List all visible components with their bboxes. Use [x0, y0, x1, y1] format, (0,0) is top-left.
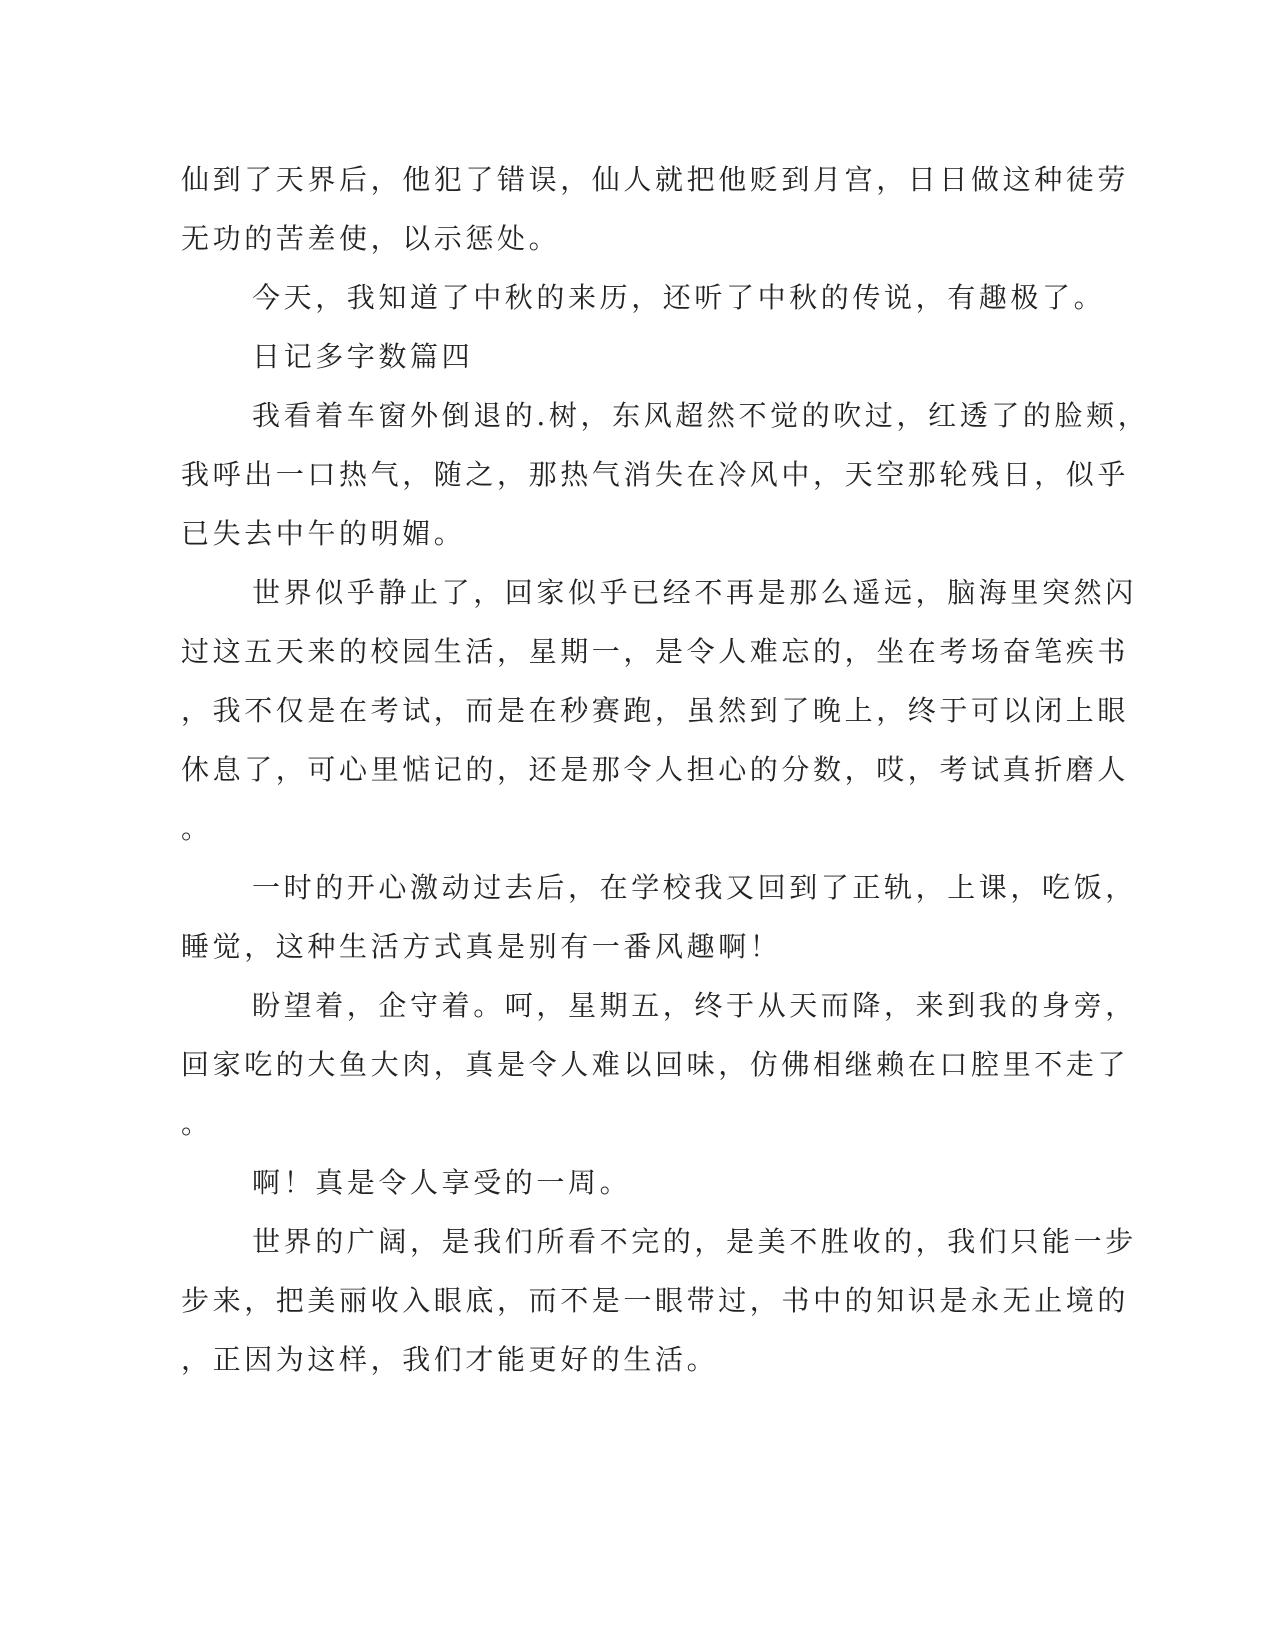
text-line: 世界的广阔，是我们所看不完的，是美不胜收的，我们只能一步 [252, 1225, 1137, 1258]
text-line: 我看着车窗外倒退的.树，东风超然不觉的吹过，红透了的脸颊， [252, 399, 1150, 432]
text-line: 今天，我知道了中秋的来历，还听了中秋的传说，有趣极了。 [252, 281, 1106, 314]
text-line: 无功的苦差使，以示惩处。 [181, 222, 561, 255]
text-line: ，我不仅是在考试，而是在秒赛跑，虽然到了晚上，终于可以闭上眼 [181, 694, 1130, 727]
text-line: 一时的开心激动过去后，在学校我又回到了正轨，上课，吃饭， [252, 871, 1137, 904]
text-line: 已失去中午的明媚。 [181, 517, 466, 550]
text-line: 步来，把美丽收入眼底，而不是一眼带过，书中的知识是永无止境的 [181, 1284, 1130, 1317]
text-line: 啊！真是令人享受的一周。 [252, 1166, 632, 1199]
text-line: 盼望着，企守着。呵，星期五，终于从天而降，来到我的身旁， [252, 989, 1137, 1022]
text-line: 休息了，可心里惦记的，还是那令人担心的分数，哎，考试真折磨人 [181, 753, 1130, 786]
text-line: 睡觉，这种生活方式真是别有一番风趣啊！ [181, 930, 782, 963]
text-line: 。 [181, 1107, 213, 1140]
text-line: 我呼出一口热气，随之，那热气消失在冷风中，天空那轮残日，似乎 [181, 458, 1130, 491]
text-line: 仙到了天界后，他犯了错误，仙人就把他贬到月宫，日日做这种徒劳 [181, 163, 1130, 196]
text-line: 世界似乎静止了，回家似乎已经不再是那么遥远，脑海里突然闪 [252, 576, 1137, 609]
section-heading: 日记多字数篇四 [252, 340, 474, 373]
text-line: 过这五天来的校园生活，星期一，是令人难忘的，坐在考场奋笔疾书 [181, 635, 1130, 668]
text-line: 。 [181, 812, 213, 845]
text-line: ，正因为这样，我们才能更好的生活。 [181, 1343, 719, 1376]
text-line: 回家吃的大鱼大肉，真是令人难以回味，仿佛相继赖在口腔里不走了 [181, 1048, 1130, 1081]
